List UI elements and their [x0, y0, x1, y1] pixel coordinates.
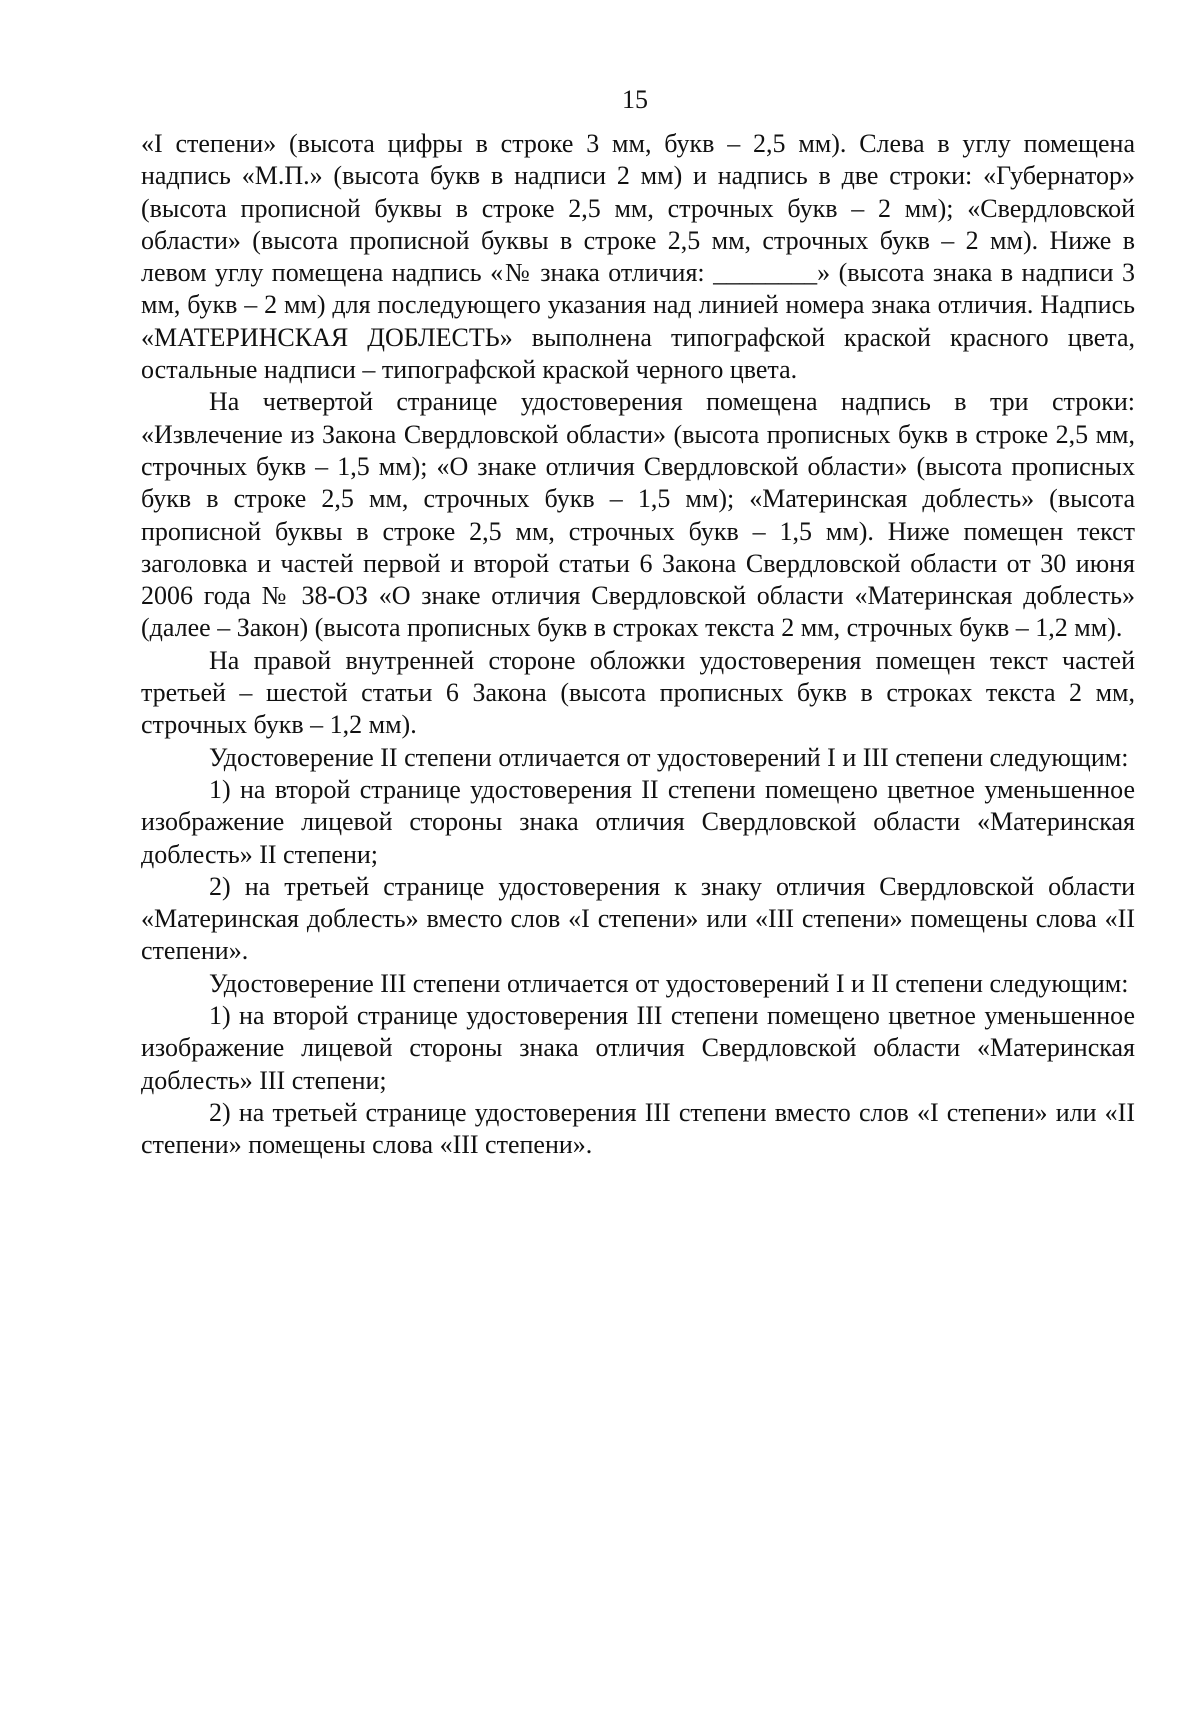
paragraph-fourth-page: На четвертой странице удостоверения помещена надпись в три строки: «Извлечение из Закона Свердловской области» (высота прописных букв в строке 2,5 мм, строчных букв – 1,5 мм); «О знаке отличия Свердловской области» (высота прописных букв в строке 2,5 мм, строчных букв – 1,5 мм); «Материнская доблесть» (высота прописной буквы в строке 2,5 мм, строчных букв – 1,5 мм). Ниже помещен текст заголовка и частей первой и второй статьи 6 Закона Свердловской области от 30 июня 2006 года № 38-ОЗ «О знаке отличия Свердловской области «Материнская доблесть» (далее – Закон) (высота прописных букв в строках текста 2 мм, строчных букв – 1,2 мм).	[141, 387, 1135, 643]
paragraph-inner-cover: На правой внутренней стороне обложки удостоверения помещен текст частей третьей – шестой статьи 6 Закона (высота прописных букв в строках текста 2 мм, строчных букв – 1,2 мм).	[141, 645, 1135, 740]
list-item-degree-iii-2: 2) на третьей странице удостоверения III степени вместо слов «I степени» или «II степени» помещены слова «III степени».	[141, 1097, 1135, 1160]
document-body	[141, 128, 1135, 1162]
paragraph-degree-iii-intro: Удостоверение III степени отличается от удостоверений I и II степени следующим:	[209, 968, 1129, 998]
page-number: 15	[622, 85, 648, 114]
paragraph-continuation: «I степени» (высота цифры в строке 3 мм, букв – 2,5 мм). Слева в углу помещена надпись «М.П.» (высота букв в надписи 2 мм) и надпись в две строки: «Губернатор» (высота прописной буквы в строке 2,5 мм, строчных букв – 2 мм); «Свердловской области» (высота прописной буквы в строке 2,5 мм, строчных букв – 2 мм). Ниже в левом углу помещена надпись «№ знака отличия: ________» (высота знака в надписи 3 мм, букв – 2 мм) для последующего указания над линией номера знака отличия. Надпись «МАТЕРИНСКАЯ ДОБЛЕСТЬ» выполнена типографской краской красного цвета, остальные надписи – типографской краской черного цвета.	[141, 129, 1135, 385]
list-item-degree-ii-2: 2) на третьей странице удостоверения к знаку отличия Свердловской области «Материнская доблесть» вместо слов «I степени» или «III степени» помещены слова «II степени».	[141, 871, 1135, 966]
list-item-degree-ii-1: 1) на второй странице удостоверения II степени помещено цветное уменьшенное изображение лицевой стороны знака отличия Свердловской области «Материнская доблесть» II степени;	[141, 774, 1135, 869]
list-item-degree-iii-1: 1) на второй странице удостоверения III степени помещено цветное уменьшенное изображение лицевой стороны знака отличия Свердловской области «Материнская доблесть» III степени;	[141, 1001, 1135, 1095]
paragraph-degree-ii-intro: Удостоверение II степени отличается от удостоверений I и III степени следующим:	[209, 742, 1129, 772]
